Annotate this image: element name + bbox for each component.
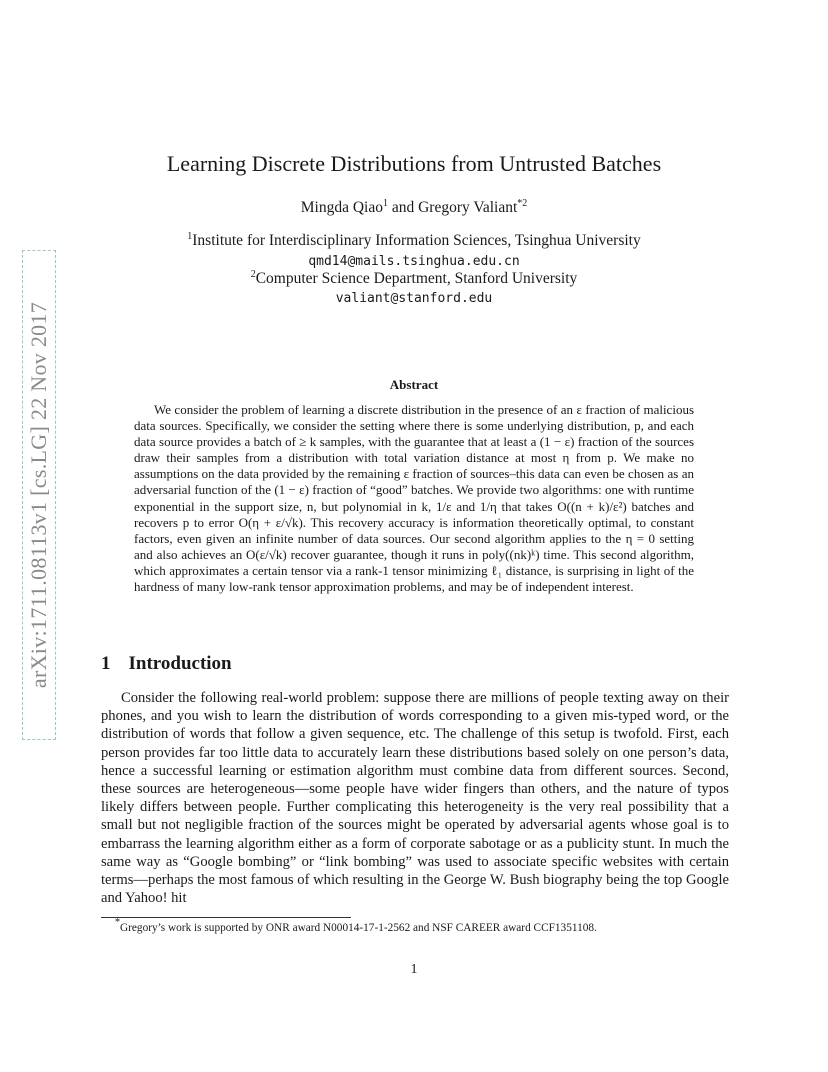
- author-mark: 1: [382, 198, 388, 209]
- author-name: Mingda Qiao: [300, 199, 383, 216]
- author-joiner: and: [387, 199, 419, 216]
- abstract-heading: Abstract: [389, 377, 439, 392]
- author-line: [0, 199, 828, 217]
- footnote-text: Gregory’s work is supported by ONR award N00014-17-1-2562 and NSF CAREER award CCF1351108.: [120, 922, 597, 934]
- footnote-mark: *: [115, 917, 120, 928]
- author-email[interactable]: valiant@stanford.edu: [335, 291, 493, 306]
- affiliation-name: Computer Science Department, Stanford University: [255, 270, 578, 287]
- author-name: Gregory Valiant: [418, 199, 518, 216]
- footnote: [115, 917, 735, 934]
- page-number: 1: [410, 962, 418, 977]
- author-email[interactable]: qmd14@mails.tsinghua.edu.cn: [308, 254, 520, 269]
- body-paragraph: Consider the following real-world problem: suppose there are millions of people texting away on their phones, and you wish to learn the distribution of words corresponding to a given mis-typed word, or the distribution of words that follow a given sequence, etc. The challenge of this setup is twofold. First, each person provides far too little data to accurately learn these distributions based solely on one person’s data, hence a successful learning or estimation algorithm must combine data from different sources. Second, these sources are heterogeneous—some people have wider fingers than others, and the nature of typos likely differs between people. Further complicating this heterogeneity is the very real possibility that a small but not negligible fraction of the sources might be operated by adversarial agents whose goal is to embarrass the learning algorithm either as a form of corporate sabotage or as a publicity stunt. In much the same way as “Google bombing” or “link bombing” was used to associate specific websites with certain terms—perhaps the most famous of which resulting in the George W. Bush biography being the top Google and Yahoo! hit: [101, 690, 729, 907]
- arxiv-stamp-text: arXiv:1711.08113v1 [cs.LG] 22 Nov 2017: [26, 301, 51, 689]
- footnote-rule: [101, 917, 351, 918]
- affiliation-mark: 1: [187, 231, 193, 242]
- abstract-text: We consider the problem of learning a discrete distribution in the presence of an ε fraction of malicious data sources. Specifically, we consider the setting where there is some underlying distribution, p, and each data source provides a batch of ≥ k samples, with the guarantee that at least a (1 − ε) fraction of the sources draw their samples from a distribution with total variation distance at most η from p. We make no assumptions on the data provided by the remaining ε fraction of sources–this data can even be chosen as an adversarial function of the (1 − ε) fraction of “good” batches. We provide two algorithms: one with runtime exponential in the support size, n, but polynomial in k, 1/ε and 1/η that takes O((n + k)/ε²) batches and recovers p to error O(η + ε/√k). This recovery accuracy is information theoretically optimal, to constant factors, even given an infinite number of data sources. Our second algorithm applies to the η = 0 setting and also achieves an O(ε/√k) recover guarantee, though it runs in poly((nk)ᵏ) time. This second algorithm, which approximates a certain tensor via a rank-1 tensor minimizing ℓ₁ distance, is surprising in light of the hardness of many low-rank tensor approximation problems, and may be of independent interest.: [134, 402, 694, 595]
- affiliation-line: [0, 270, 828, 288]
- arxiv-stamp: [22, 250, 56, 740]
- section-number: 1: [101, 653, 111, 674]
- section-title: Introduction: [128, 653, 232, 674]
- section-heading: [101, 653, 232, 675]
- affiliation-mark: 2: [250, 269, 256, 280]
- author-mark: *2: [517, 198, 528, 209]
- affiliation-line: [0, 232, 828, 250]
- paper-title: Learning Discrete Distributions from Untrusted Batches: [166, 151, 662, 176]
- affiliation-name: Institute for Interdisciplinary Information Sciences, Tsinghua University: [192, 232, 641, 249]
